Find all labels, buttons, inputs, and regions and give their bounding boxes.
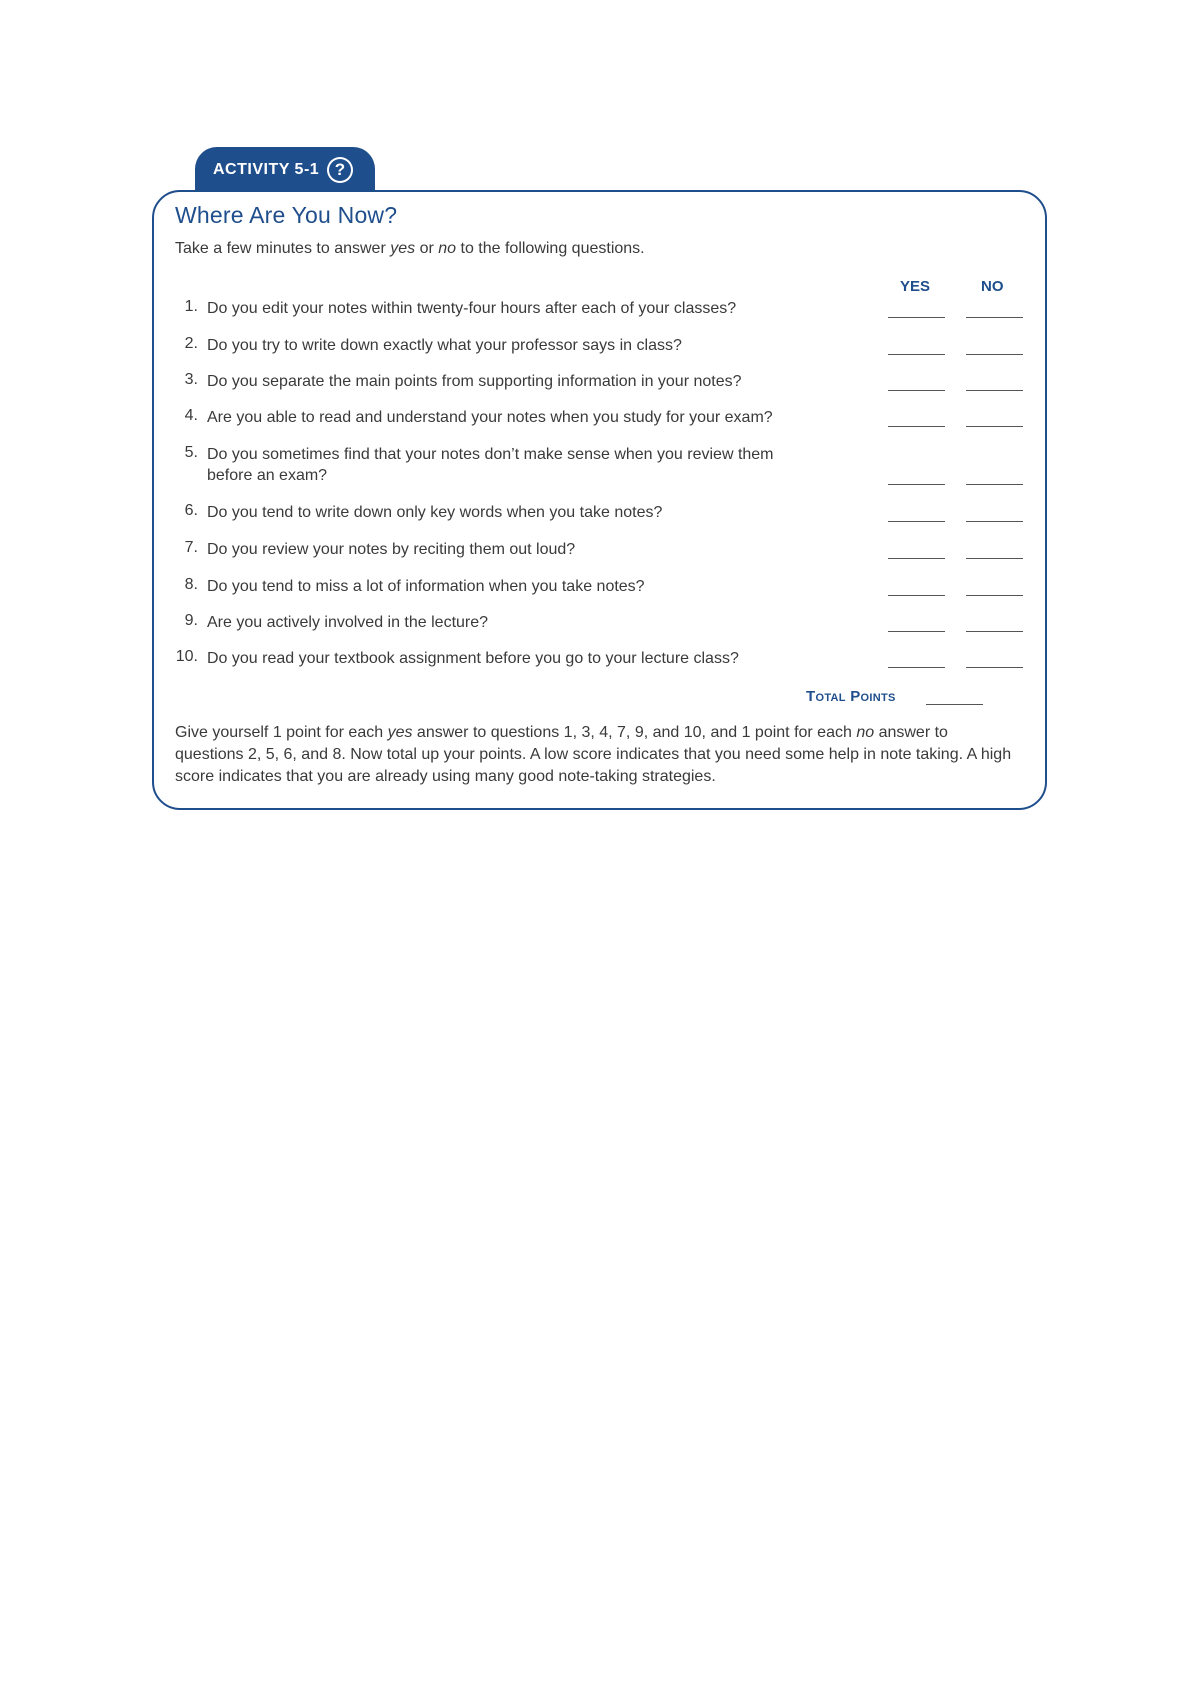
yes-answer-blank[interactable] [888,317,945,318]
scoring-no-word: no [856,724,875,741]
no-answer-blank[interactable] [966,354,1023,355]
question-number: 4. [184,407,198,424]
question-text: Do you tend to write down only key words when you take notes? [207,504,663,521]
scoring-yes-word: yes [387,724,413,741]
yes-answer-blank[interactable] [888,631,945,632]
scoring-part1: Give yourself 1 point for each [175,724,388,741]
yes-answer-blank[interactable] [888,558,945,559]
help-question-icon [327,157,353,183]
instructions [175,240,645,258]
yes-column-header: YES [900,278,931,295]
intro-no-word: no [438,240,457,257]
question-number: 6. [184,502,198,519]
question-text: Do you separate the main points from supporting information in your notes? [207,373,742,390]
scoring-part2: answer to questions 1, 3, 4, 7, 9, and 10, and 1 point for each [412,724,857,741]
total-points-blank[interactable] [926,704,983,705]
yes-answer-blank[interactable] [888,595,945,596]
no-answer-blank[interactable] [966,484,1023,485]
no-answer-blank[interactable] [966,317,1023,318]
question-text: Do you review your notes by reciting them out loud? [207,541,576,558]
no-answer-blank[interactable] [966,631,1023,632]
scoring-part3: answer to questions 2, 5, 6, and 8. Now total up your points. A low score indicates that you need some help in note taking. A high score indicates that you are already using many good note-taking strategies. [175,724,1012,785]
no-answer-blank[interactable] [966,390,1023,391]
question-number: 3. [184,371,198,388]
question-number: 5. [184,444,198,461]
activity-title: Where Are You Now? [175,202,398,228]
question-text: Do you read your textbook assignment before you go to your lecture class? [207,650,739,667]
question-number: 10. [175,648,198,665]
yes-answer-blank[interactable] [888,521,945,522]
yes-answer-blank[interactable] [888,667,945,668]
yes-answer-blank[interactable] [888,484,945,485]
yes-answer-blank[interactable] [888,354,945,355]
no-answer-blank[interactable] [966,521,1023,522]
yes-answer-blank[interactable] [888,390,945,391]
question-text: Do you try to write down exactly what your professor says in class? [207,337,682,354]
question-number: 8. [184,576,198,593]
scoring-instructions [175,722,1020,788]
no-answer-blank[interactable] [966,426,1023,427]
intro-part1: Take a few minutes to answer [175,240,391,257]
question-text: Do you tend to miss a lot of information when you take notes? [207,578,645,595]
no-answer-blank[interactable] [966,595,1023,596]
question-number: 7. [184,539,198,556]
question-number: 1. [184,298,198,315]
no-answer-blank[interactable] [966,558,1023,559]
activity-tab [195,147,375,192]
no-answer-blank[interactable] [966,667,1023,668]
intro-part3: to the following questions. [456,240,645,257]
question-number: 2. [184,335,198,352]
activity-label: ACTIVITY 5-1 [213,160,320,178]
question-text: Do you edit your notes within twenty-four hours after each of your classes? [207,300,737,317]
question-text: Do you sometimes find that your notes don’t make sense when you review them before an exam? [207,446,774,484]
question-number: 9. [184,612,198,629]
question-text: Are you able to read and understand your notes when you study for your exam? [207,409,773,426]
no-column-header: NO [981,278,1004,295]
help-question-glyph: ? [329,159,351,181]
yes-answer-blank[interactable] [888,426,945,427]
intro-part2: or [415,240,439,257]
total-points-label: Total Points [806,688,896,705]
question-text: Are you actively involved in the lecture? [207,614,489,631]
intro-yes-word: yes [390,240,416,257]
